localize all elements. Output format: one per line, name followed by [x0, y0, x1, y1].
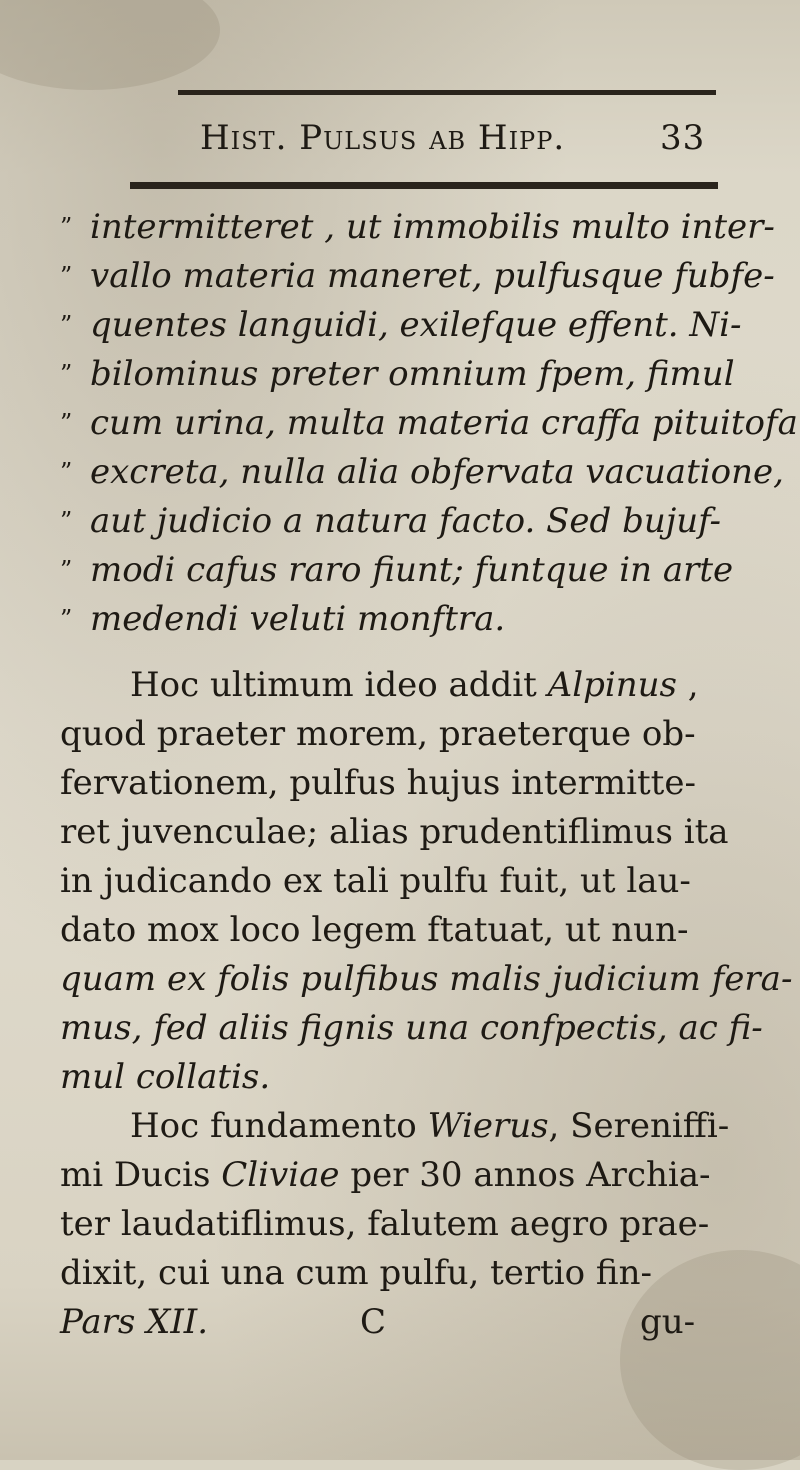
quote-line: ” bilominus preter omnium fpem, fimul — [60, 354, 735, 394]
paragraph-line: Hoc fundamento Wierus, Sereniffi- — [130, 1106, 730, 1146]
quote-line: ” aut judicio a natura facto. Sed bujuf- — [60, 501, 722, 541]
paragraph-line: mus, fed aliis fignis una confpectis, ac fi- — [60, 1008, 763, 1048]
paragraph-line: Hoc ultimum ideo addit Alpinus , — [130, 665, 699, 705]
body-text — [60, 661, 793, 1347]
quoted-passage — [60, 203, 798, 644]
paragraph-line: mi Ducis Cliviae per 30 annos Archia- — [60, 1155, 711, 1195]
paragraph-line: ter laudatiflimus, falutem aegro prae- — [60, 1204, 710, 1244]
header-rule-top — [178, 90, 716, 95]
paragraph-line: dixit, cui una cum pulfu, tertio fin- — [60, 1253, 652, 1293]
paragraph-line: quam ex folis pulfibus malis judicium fera- — [60, 959, 793, 999]
paragraph-line: fervationem, pulfus hujus intermitte- — [60, 763, 696, 803]
quote-line: ” vallo materia maneret, pulfusque fubfe- — [60, 256, 775, 296]
paragraph-line: ret juvenculae; alias prudentiflimus ita — [60, 812, 729, 852]
quote-line: ” excreta, nulla alia obfervata vacuatione, — [60, 452, 784, 492]
quote-line: ” intermitteret , ut immobilis multo inter- — [60, 207, 775, 247]
running-head-title: Hist. Pulsus ab Hipp. — [200, 118, 566, 158]
author-name: Wierus — [427, 1106, 549, 1146]
running-head — [200, 118, 720, 170]
signature-mark: Pars XII. — [60, 1302, 209, 1342]
author-name: Alpinus — [547, 665, 677, 705]
quote-line: ” cum urina, multa materia craffa pituitofa — [60, 403, 798, 443]
quote-line: ” medendi veluti monftra. — [60, 599, 506, 639]
page-footer — [60, 1298, 780, 1347]
paragraph-line: dato mox loco legem ftatuat, ut nun- — [60, 910, 689, 950]
paragraph-line: mul collatis. — [60, 1057, 271, 1097]
paragraph-line: in judicando ex tali pulfu fuit, ut lau- — [60, 861, 691, 901]
quote-line: ” quentes languidi, exilefque effent. Ni- — [60, 305, 742, 345]
page-number: 33 — [660, 118, 706, 158]
catchword: gu- — [640, 1302, 696, 1342]
signature-letter: C — [360, 1302, 387, 1342]
header-rule-bottom — [130, 182, 718, 189]
paragraph-line: quod praeter morem, praeterque ob- — [60, 714, 696, 754]
quote-line: ” modi cafus raro fiunt; funtque in arte — [60, 550, 734, 590]
place-name: Cliviae — [221, 1155, 340, 1195]
paper-stain — [0, 0, 220, 90]
